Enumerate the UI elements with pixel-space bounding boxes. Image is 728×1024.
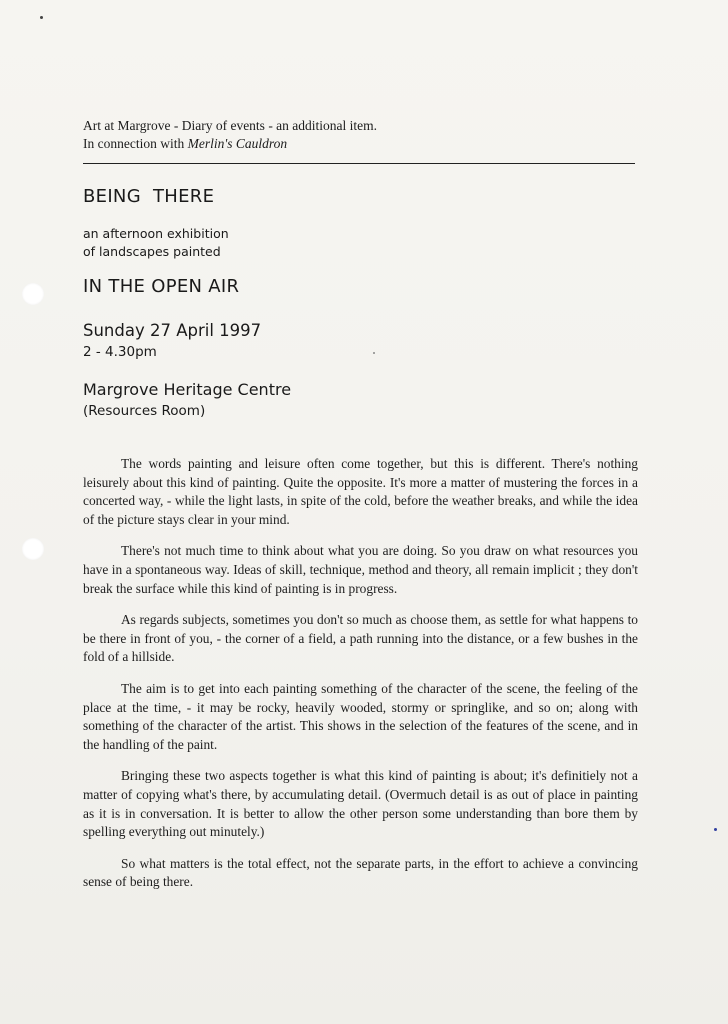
header-italic-title: Merlin's Cauldron — [187, 136, 288, 151]
event-subtitle-2: of landscapes painted — [83, 244, 221, 259]
body-paragraph: There's not much time to think about what you are doing. So you draw on what resources you have in a spontaneous way. Ideas of skill, technique, method and theory, all remain implicit ; they don't break the surface while this kind of painting is in progress. — [83, 543, 638, 596]
event-venue: Margrove Heritage Centre — [83, 380, 292, 399]
event-time: 2 - 4.30pm — [83, 344, 157, 360]
body-paragraph: So what matters is the total effect, not the separate parts, in the effort to achieve a convincing sense of being there. — [83, 855, 638, 890]
punch-hole-bottom — [22, 538, 44, 560]
body-paragraph: Bringing these two aspects together is what this kind of painting is about; it's definitiely not a matter of copying what's there, by accumulating detail. (Overmuch detail is as out of place in painting as it is in conversation. It is better to allow the other person some understanding than bore them by spelling everything out minutely.) — [83, 768, 638, 840]
body-paragraph: As regards subjects, sometimes you don't so much as choose them, as settle for what happens to be there in front of you, - the corner of a field, a path running into the distance, or a few bushes in the fold of a hillside. — [83, 612, 638, 665]
event-title-2: IN THE OPEN AIR — [83, 276, 240, 297]
body-text — [83, 455, 638, 905]
event-date: Sunday 27 April 1997 — [83, 321, 262, 340]
body-paragraph: The words painting and leisure often come together, but this is different. There's nothing leisurely about this kind of painting. Quite the opposite. It's more a matter of mustering the forces in a concerted way, - while the light lasts, in spite of the cold, before the weather breaks, and while the idea of the picture stays clear in your mind. — [83, 456, 638, 527]
event-title: BEING THERE — [83, 186, 215, 207]
header-divider — [83, 163, 635, 164]
ink-speck — [714, 828, 717, 831]
ink-speck — [40, 16, 43, 19]
event-room: (Resources Room) — [83, 403, 206, 419]
header-line-2 — [83, 135, 287, 153]
header-text-1: Art at Margrove - Diary of events - an additional item. — [83, 118, 378, 133]
body-paragraph: The aim is to get into each painting something of the character of the scene, the feeling of the place at the time, - it may be rocky, heavily wooded, stormy or springlike, and so on; along with something of the character of the artist. This shows in the selection of the features of the scene, and in the handling of the paint. — [83, 680, 638, 752]
ink-speck — [373, 352, 375, 354]
header-line-1 — [83, 117, 377, 135]
punch-hole-top — [22, 283, 44, 305]
header-prefix: In connection with — [83, 136, 188, 151]
event-subtitle-1: an afternoon exhibition — [83, 226, 229, 241]
